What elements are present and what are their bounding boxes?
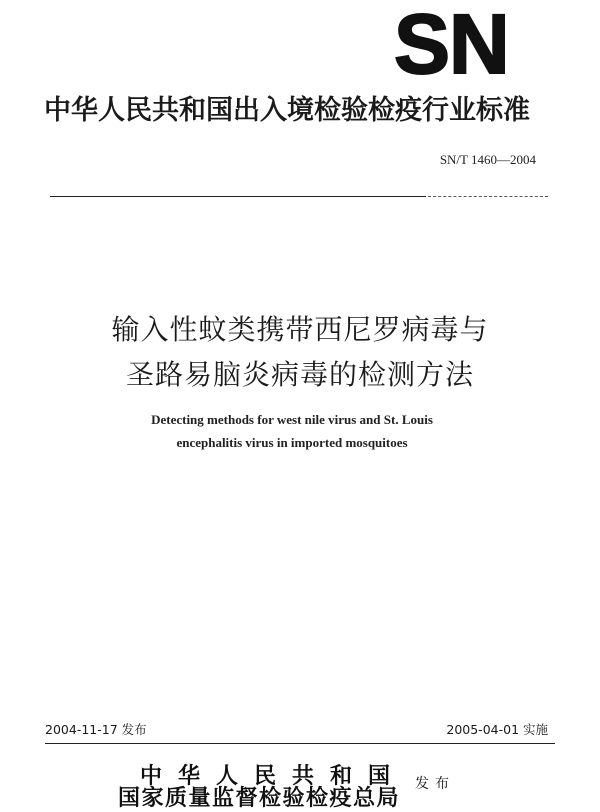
issuer-issue-label: 发布 <box>415 776 455 792</box>
english-title-line-2: encephalitis virus in imported mosquitoes <box>176 435 408 450</box>
sn-logo: SN <box>394 0 509 91</box>
implementation-date: 2005-04-01 实施 <box>446 722 548 737</box>
standard-number: SN/T 1460—2004 <box>439 152 536 167</box>
chinese-title-line-1: 输入性蚊类携带西尼罗病毒与 <box>111 313 489 346</box>
issuer-agency: 国家质量监督检验检疫总局 <box>118 786 401 811</box>
footer-divider <box>45 743 555 744</box>
header-divider-dashed <box>428 196 548 197</box>
chinese-title-line-2: 圣路易脑炎病毒的检测方法 <box>125 358 474 391</box>
issuer-country: 中华人民共和国 <box>140 764 407 789</box>
header-divider <box>50 196 426 197</box>
issue-date: 2004-11-17 发布 <box>45 722 147 737</box>
issuing-body-title: 中华人民共和国出入境检验检疫行业标准 <box>44 95 530 126</box>
english-title-line-1: Detecting methods for west nile virus and St. Louis <box>151 412 433 427</box>
